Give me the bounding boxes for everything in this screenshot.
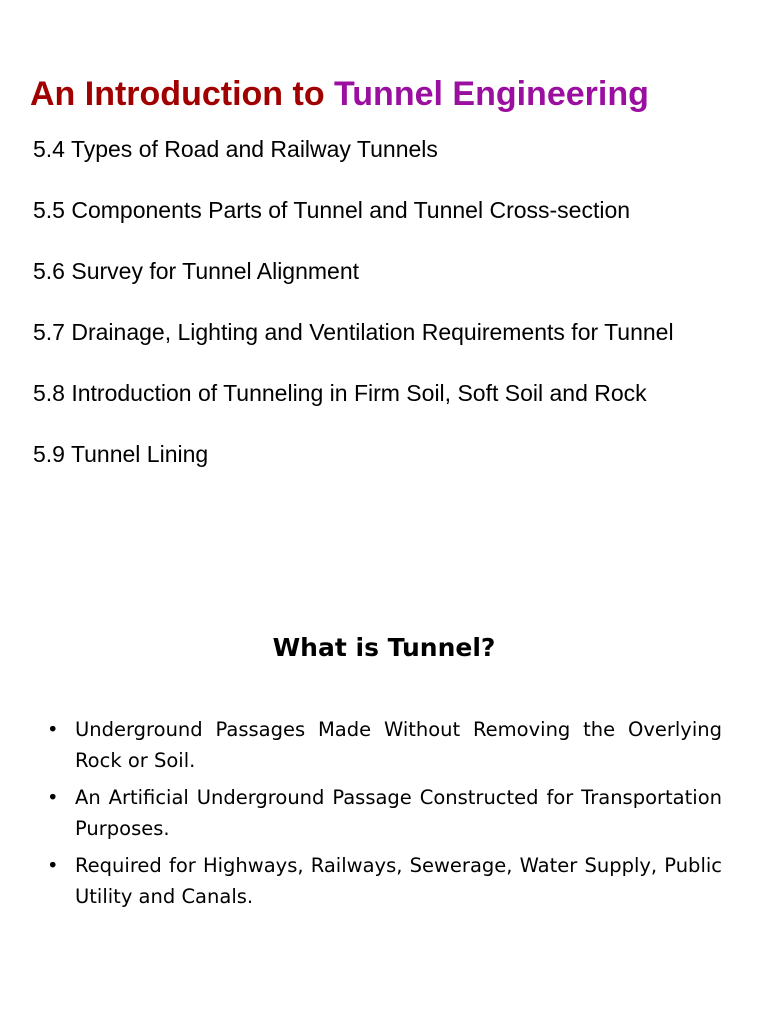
title-subject: Tunnel Engineering [334, 75, 649, 113]
bullet-icon: • [47, 718, 59, 741]
bullet-icon: • [47, 854, 59, 877]
topic-item: 5.8 Introduction of Tunneling in Firm Soil, Soft Soil and Rock [33, 380, 647, 406]
bullet-item [44, 782, 722, 844]
section-heading: What is Tunnel? [272, 633, 496, 662]
bullet-text: Underground Passages Made Without Removing the Overlying Rock or Soil. [75, 718, 722, 772]
topic-item: 5.5 Components Parts of Tunnel and Tunnel Cross-section [33, 197, 631, 223]
topic-item: 5.9 Tunnel Lining [33, 441, 209, 467]
topic-item: 5.6 Survey for Tunnel Alignment [33, 258, 360, 284]
topic-item: 5.4 Types of Road and Railway Tunnels [33, 136, 438, 162]
bullet-text: Required for Highways, Railways, Sewerage, Water Supply, Public Utility and Canals. [75, 854, 722, 908]
title-prefix: An Introduction to [30, 75, 335, 113]
bullet-icon: • [47, 786, 59, 809]
page-title [30, 72, 649, 116]
bullet-item [44, 714, 722, 776]
bullet-text: An Artificial Underground Passage Constructed for Transportation Purposes. [75, 786, 722, 840]
topic-item: 5.7 Drainage, Lighting and Ventilation Requirements for Tunnel [33, 319, 674, 345]
bullet-list [44, 714, 722, 918]
topic-list [33, 134, 674, 500]
bullet-item [44, 850, 722, 912]
